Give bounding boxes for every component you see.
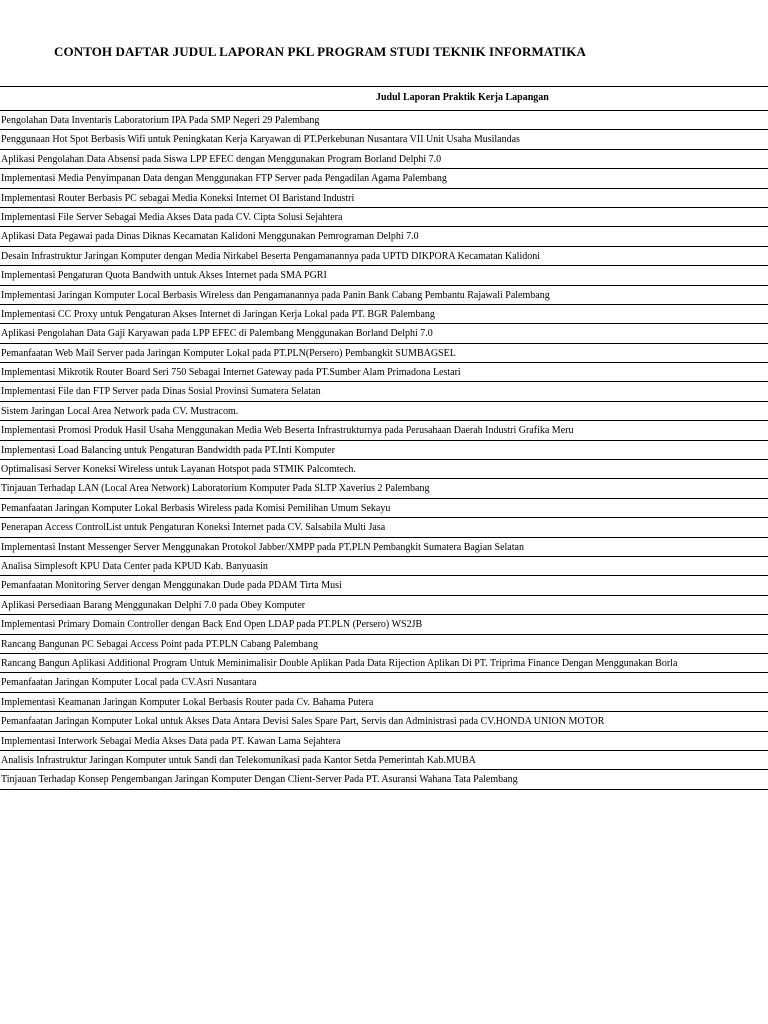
- table-row: Aplikasi Pengolahan Data Absensi pada Siswa LPP EFEC dengan Menggunakan Program Borland Delphi 7.0: [0, 150, 768, 169]
- table-row: Pengolahan Data Inventaris Laboratorium IPA Pada SMP Negeri 29 Palembang: [0, 111, 768, 130]
- table-row: Implementasi Primary Domain Controller dengan Back End Open LDAP pada PT.PLN (Persero) WS2JB: [0, 615, 768, 634]
- table-row: Pemanfaatan Jaringan Komputer Lokal Berbasis Wireless pada Komisi Pemilihan Umum Sekayu: [0, 499, 768, 518]
- table-row: Aplikasi Data Pegawai pada Dinas Diknas Kecamatan Kalidoni Menggunakan Pemrograman Delphi 7.0: [0, 227, 768, 246]
- table-row: Implementasi Mikrotik Router Board Seri 750 Sebagai Internet Gateway pada PT.Sumber Alam Primadona Lestari: [0, 363, 768, 382]
- table-row: Analisis Infrastruktur Jaringan Komputer untuk Sandi dan Telekomunikasi pada Kantor Setda Pemerintah Kab.MUBA: [0, 751, 768, 770]
- table-row: Implementasi Load Balancing untuk Pengaturan Bandwidth pada PT.Inti Komputer: [0, 441, 768, 460]
- table-row: Penggunaan Hot Spot Berbasis Wifi untuk Peningkatan Kerja Karyawan di PT.Perkebunan Nusantara VII Unit Usaha Musilandas: [0, 130, 768, 149]
- table-row: Implementasi Pengaturan Quota Bandwith untuk Akses Internet pada SMA PGRI: [0, 266, 768, 285]
- table-row: Rancang Bangun Aplikasi Additional Program Untuk Meminimalisir Double Aplikan Pada Data Rijection Aplikan Di PT. Triprima Finance Dengan Menggunakan Borla: [0, 654, 768, 673]
- table-row: Aplikasi Persediaan Barang Menggunakan Delphi 7.0 pada Obey Komputer: [0, 596, 768, 615]
- table-row: Desain Infrastruktur Jaringan Komputer dengan Media Nirkabel Beserta Pengamanannya pada UPTD DIKPORA Kecamatan Kalidoni: [0, 247, 768, 266]
- table-row: Pemanfaatan Jaringan Komputer Lokal untuk Akses Data Antara Devisi Sales Spare Part, Servis dan Administrasi pada CV.HONDA UNION MOTOR: [0, 712, 768, 731]
- table-row: Implementasi Promosi Produk Hasil Usaha Menggunakan Media Web Beserta Infrastrukturnya pada Perusahaan Daerah Industri Grafika Meru: [0, 421, 768, 440]
- table-body: [0, 111, 768, 790]
- table-row: Implementasi Router Berbasis PC sebagai Media Koneksi Internet OI Baristand Industri: [0, 189, 768, 208]
- table-row: Rancang Bangunan PC Sebagai Access Point pada PT.PLN Cabang Palembang: [0, 635, 768, 654]
- table-row: Implementasi Keamanan Jaringan Komputer Lokal Berbasis Router pada Cv. Bahama Putera: [0, 693, 768, 712]
- table-row: Implementasi Instant Messenger Server Menggunakan Protokol Jabber/XMPP pada PT.PLN Pembangkit Sumatera Bagian Selatan: [0, 538, 768, 557]
- table-row: Penerapan Access ControlList untuk Pengaturan Koneksi Internet pada CV. Salsabila Multi Jasa: [0, 518, 768, 537]
- table-row: Implementasi File dan FTP Server pada Dinas Sosial Provinsi Sumatera Selatan: [0, 382, 768, 401]
- table-row: Implementasi Jaringan Komputer Local Berbasis Wireless dan Pengamanannya pada Panin Bank Cabang Pembantu Rajawali Palembang: [0, 286, 768, 305]
- table-row: Pemanfaatan Jaringan Komputer Local pada CV.Asri Nusantara: [0, 673, 768, 692]
- table-row: Implementasi CC Proxy untuk Pengaturan Akses Internet di Jaringan Kerja Lokal pada PT. BGR Palembang: [0, 305, 768, 324]
- table-row: Optimalisasi Server Koneksi Wireless untuk Layanan Hotspot pada STMIK Palcomtech.: [0, 460, 768, 479]
- table-row: Implementasi Interwork Sebagai Media Akses Data pada PT. Kawan Lama Sejahtera: [0, 732, 768, 751]
- table-row: Analisa Simplesoft KPU Data Center pada KPUD Kab. Banyuasin: [0, 557, 768, 576]
- table-row: Pemanfaatan Web Mail Server pada Jaringan Komputer Lokal pada PT.PLN(Persero) Pembangkit SUMBAGSEL: [0, 344, 768, 363]
- table-row: Pemanfaatan Monitoring Server dengan Menggunakan Dude pada PDAM Tirta Musi: [0, 576, 768, 595]
- document-title: CONTOH DAFTAR JUDUL LAPORAN PKL PROGRAM STUDI TEKNIK INFORMATIKA: [54, 44, 586, 59]
- table-row: Implementasi Media Penyimpanan Data dengan Menggunakan FTP Server pada Pengadilan Agama Palembang: [0, 169, 768, 188]
- table-row: Implementasi File Server Sebagai Media Akses Data pada CV. Cipta Solusi Sejahtera: [0, 208, 768, 227]
- table-row: Tinjauan Terhadap LAN (Local Area Network) Laboratorium Komputer Pada SLTP Xaverius 2 Palembang: [0, 479, 768, 498]
- title-table: [0, 86, 768, 790]
- table-row: Sistem Jaringan Local Area Network pada CV. Mustracom.: [0, 402, 768, 421]
- table-header-row: [0, 87, 768, 111]
- table-row: Tinjauan Terhadap Konsep Pengembangan Jaringan Komputer Dengan Client-Server Pada PT. Asuransi Wahana Tata Palembang: [0, 770, 768, 789]
- column-header: Judul Laporan Praktik Kerja Lapangan: [376, 92, 549, 103]
- table-row: Aplikasi Pengolahan Data Gaji Karyawan pada LPP EFEC di Palembang Menggunakan Borland Delphi 7.0: [0, 324, 768, 343]
